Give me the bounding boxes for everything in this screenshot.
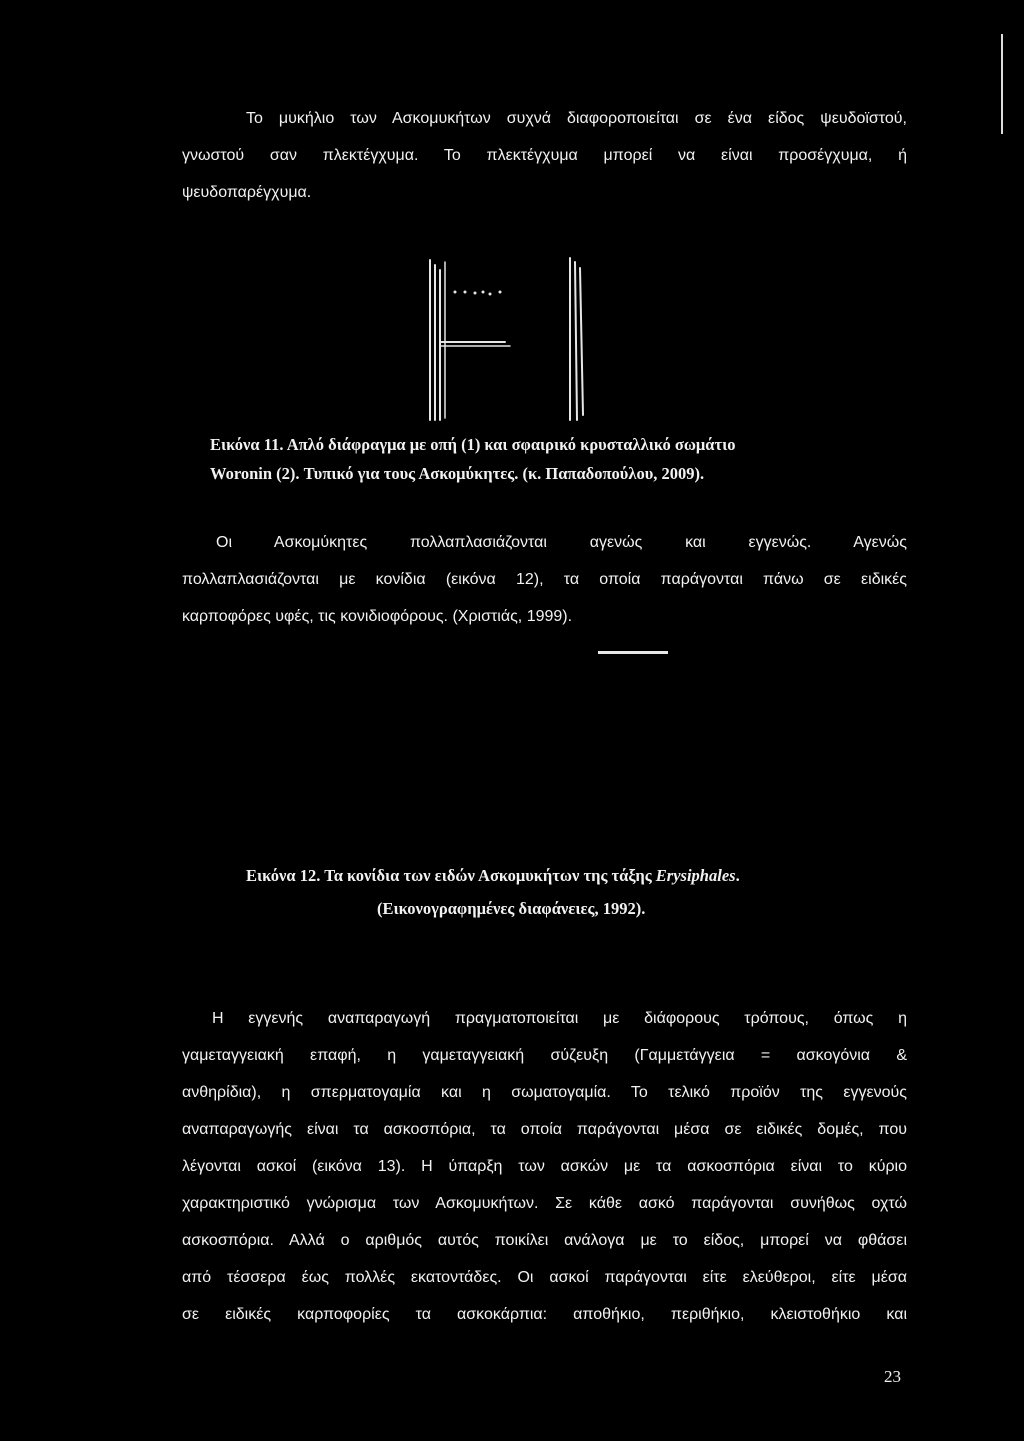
page-number: 23 [884,1367,901,1386]
paragraph-sexual-reproduction [182,1005,907,1329]
caption-line [246,863,740,889]
figure-12-caption [246,863,740,922]
text-line: Οι Ασκομύκητες πολλαπλασιάζονται αγενώς και εγγενώς. Αγενώς [216,534,907,551]
caption-line: (Εικονογραφημένες διαφάνειες, 1992). [377,899,646,918]
septum-figure [420,250,600,425]
paragraph-asexual-reproduction [182,529,907,631]
caption-text: Εικόνα 12. Τα κονίδια των ειδών Ασκομυκήτων της τάξης [246,866,656,885]
text-line: χαρακτηριστικό γνώρισμα των Ασκομυκήτων. Σε κάθε ασκό παράγονται συνήθως οχτώ [182,1195,907,1212]
taxon-name: Erysiphales [655,866,736,885]
text-line: σε ειδικές καρποφορίες τα ασκοκάρπια: αποθήκιο, περιθήκιο, κλειστοθήκιο και [182,1306,907,1323]
text-line: από τέσσερα έως πολλές εκατοντάδες. Οι ασκοί παράγονται είτε ελεύθεροι, είτε μέσα [182,1269,907,1286]
caption-text: . [735,866,740,885]
text-line: Η εγγενής αναπαραγωγή πραγματοποιείται με διάφορους τρόπους, όπως η [212,1010,907,1027]
text-line: αναπαραγωγής είναι τα ασκοσπόρια, τα οποία παράγονται μέσα σε ειδικές δομές, που [182,1121,907,1138]
text-line: γαμεταγγειακή επαφή, η γαμεταγγειακή σύζευξη (Γαμμετάγγεια = ασκογόνια & [182,1047,907,1064]
figure-11-caption [210,432,735,487]
paragraph-mycelium [182,105,907,207]
text-line: λέγονται ασκοί (εικόνα 13). Η ύπαρξη των ασκών με τα ασκοσπόρια είναι το κύριο [182,1158,907,1175]
text-line: ασκοσπόρια. Αλλά ο αριθμός αυτός ποικίλει ανάλογα με το είδος, μπορεί να φθάσει [182,1232,907,1249]
text-line: γνωστού σαν πλεκτέγχυμα. Το πλεκτέγχυμα μπορεί να είναι προσέγχυμα, ή [182,147,907,164]
text-line: καρποφόρες υφές, τις κονιδιοφόρους. (Χριστιάς, 1999). [182,608,573,625]
text-line: Το μυκήλιο των Ασκομυκήτων συχνά διαφοροποιείται σε ένα είδος ψευδοϊστού, [246,110,907,127]
text-line: πολλαπλασιάζονται με κονίδια (εικόνα 12), τα οποία παράγονται πάνω σε ειδικές [182,571,907,588]
text-line: ανθηρίδια), η σπερματογαμία και η σωματογαμία. Το τελικό προϊόν της εγγενούς [182,1084,907,1101]
scan-edge-bar [1001,34,1003,134]
caption-line: Εικόνα 11. Απλό διάφραγμα με οπή (1) και σφαιρικό κρυσταλλικό σωμάτιο [210,435,736,454]
caption-line: Woronin (2). Τυπικό για τους Ασκομύκητες. (κ. Παπαδοπούλου, 2009). [210,464,705,483]
text-line: ψευδοπαρέγχυμα. [182,184,312,201]
figure-placeholder-mark [598,651,668,654]
